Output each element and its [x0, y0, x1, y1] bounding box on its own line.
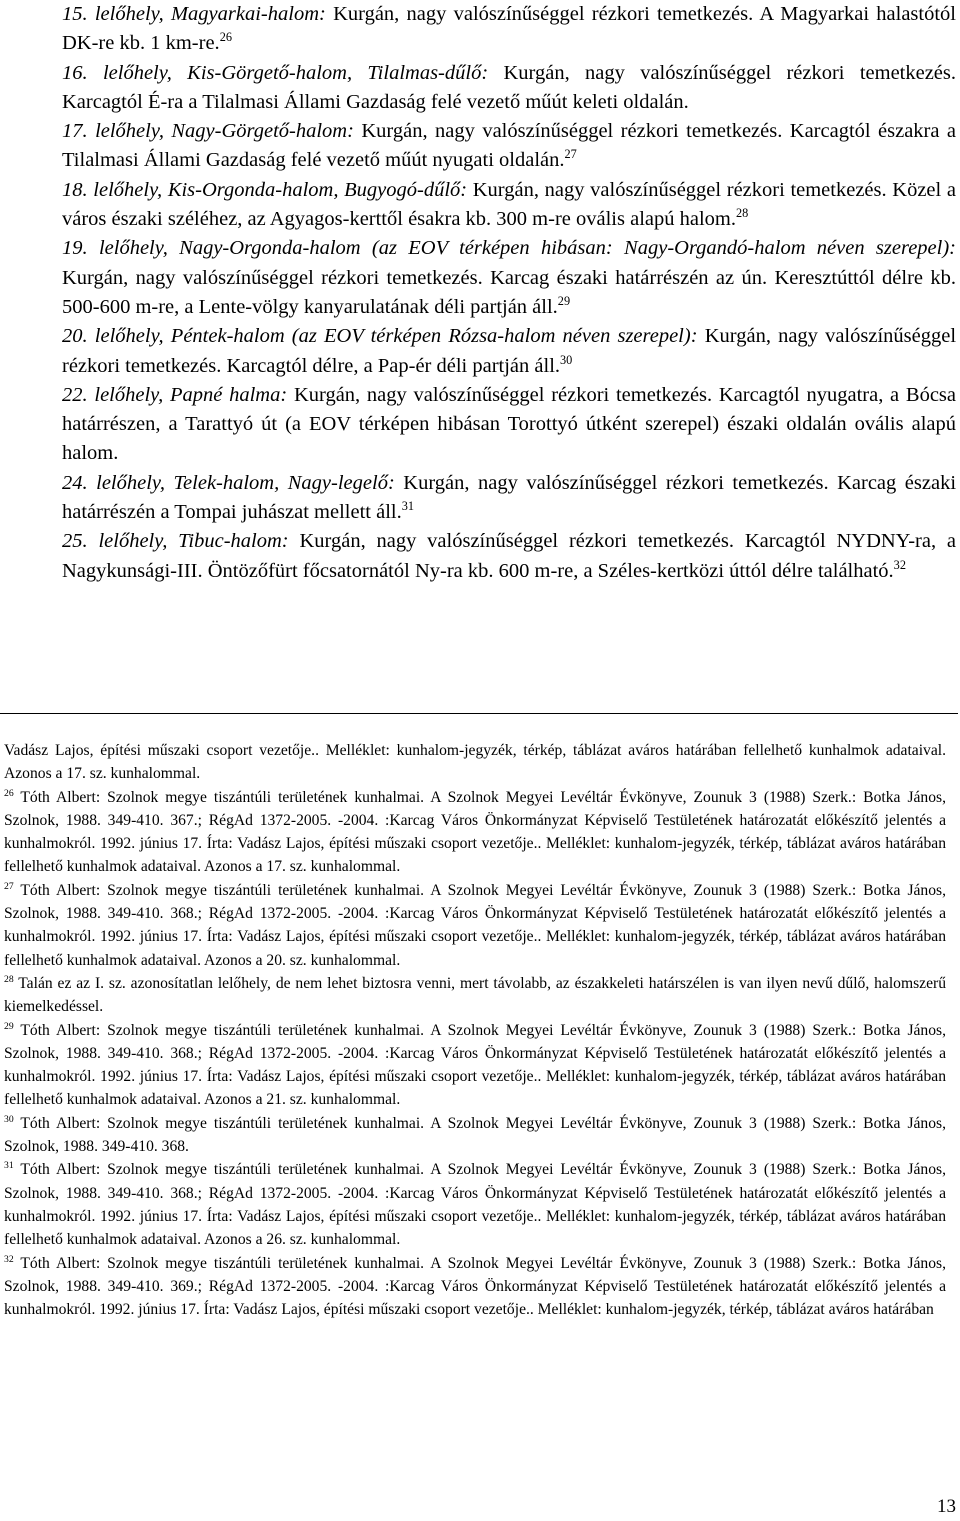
site-name: lelőhely, Nagy-Orgonda-halom (az EOV térképen hibásan: Nagy-Organdó-halom néven szerepel): [98, 237, 956, 260]
entry-text: Kurgán, nagy valószínűséggel rézkori temetkezés. A Magyarkai halastótól DK-re kb. 1 km-re. [62, 3, 956, 55]
footnote-separator [0, 713, 958, 714]
entry-number: 17. [62, 120, 88, 143]
site-entry-17 [62, 117, 956, 176]
site-name: lelőhely, Papné halma: [94, 383, 288, 406]
footnote-30 [4, 1112, 946, 1159]
footnote-number: 29 [4, 1020, 14, 1032]
footnote-27 [4, 879, 946, 972]
footnote-number: 28 [4, 973, 14, 985]
footnote-ref[interactable]: 31 [401, 499, 415, 514]
footnote-number: 30 [4, 1113, 14, 1125]
entry-text: Kurgán, nagy valószínűséggel rézkori temetkezés. Karcagtól nyugatra, a Bócsa határrészen, a Tarattyó út (a EOV térképen hibásan Torottyó útként szerepel) északi oldalán ovális alapú halom. [62, 383, 956, 465]
entry-number: 20. [62, 325, 88, 348]
footnote-29 [4, 1019, 946, 1112]
footnote-31 [4, 1158, 946, 1251]
site-entry-25 [62, 527, 956, 586]
footnote-text: Tóth Albert: Szolnok megye tiszántúli területének kunhalmai. A Szolnok Megyei Levéltár Évkönyve, Zounuk 3 (1988) Szerk.: Botka János, Szolnok, 1988. 349-410. 368.; RégAd 1372-2005. -2004. :Karcag Város Önkormányzat Képviselő Testületének határozatát előkészítő jelentés a kunhalmokról. 1992. június 17. Írta: Vadász Lajos, építési műszaki csoport vezetője.. Melléklet: kunhalom-jegyzék, térkép, táblázat aváros határában fellelhető kunhalmok adataival. Azonos a 26. sz. kunhalommal. [4, 1161, 946, 1249]
site-entry-20 [62, 322, 956, 381]
site-entry-18 [62, 176, 956, 235]
entry-text: Kurgán, nagy valószínűséggel rézkori temetkezés. Karcag északi határrészén a Tompai juhászat mellett áll. [62, 471, 957, 524]
entry-text: Kurgán, nagy valószínűséggel rézkori temetkezés. Karcag északi határrészén az ún. Keresztúttól délre kb. 500-600 m-re, a Lente-völgy kanyarulatának déli partján áll. [62, 266, 956, 318]
footnote-ref[interactable]: 30 [560, 352, 573, 367]
site-name: lelőhely, Kis-Orgonda-halom, Bugyogó-dűlő: [93, 178, 468, 201]
footnote-continued [4, 739, 946, 786]
entry-text: Kurgán, nagy valószínűséggel rézkori temetkezés. Karcagtól délre, a Pap-ér déli partján áll. [62, 325, 957, 377]
site-entry-19 [62, 234, 956, 322]
footnote-28 [4, 972, 946, 1019]
footnote-number: 31 [4, 1160, 14, 1172]
entry-text: Kurgán, nagy valószínűséggel rézkori temetkezés. Karcagtól északra a Tilalmasi Állami Gazdaság felé vezető műút nyugati oldalán. [62, 120, 957, 172]
entry-text: Kurgán, nagy valószínűséggel rézkori temetkezés. Karcagtól É-ra a Tilalmasi Állami Gazdaság felé vezető műút keleti oldalán. [62, 61, 957, 113]
site-name: lelőhely, Magyarkai-halom: [94, 3, 326, 25]
entry-number: 19. [62, 237, 88, 260]
entry-text: Kurgán, nagy valószínűséggel rézkori temetkezés. Közel a város északi széléhez, az Agyagos-kerttől ésakra kb. 300 m-re ovális alapú halom. [62, 178, 956, 231]
entry-number: 15. [62, 3, 88, 25]
footnote-text: Vadász Lajos, építési műszaki csoport vezetője.. Melléklet: kunhalom-jegyzék, térkép, táblázat aváros határában fellelhető kunhalmok adataival. Azonos a 17. sz. kunhalommal. [4, 742, 946, 783]
footnotes [4, 739, 946, 1321]
entry-number: 25. [62, 530, 88, 553]
site-name: lelőhely, Kis-Görgető-halom, Tilalmas-dűlő: [102, 61, 489, 84]
footnote-number: 27 [4, 880, 14, 892]
footnote-ref[interactable]: 29 [557, 294, 571, 309]
footnote-26 [4, 786, 946, 879]
entry-text: Kurgán, nagy valószínűséggel rézkori temetkezés. Karcagtól NYDNY-ra, a Nagykunsági-III. Öntözőfürt főcsatornától Ny-ra kb. 600 m-re, a Széles-kertközi úttól délre található. [62, 530, 957, 582]
entry-number: 18. [62, 178, 88, 201]
footnote-text: Tóth Albert: Szolnok megye tiszántúli területének kunhalmai. A Szolnok Megyei Levéltár Évkönyve, Zounuk 3 (1988) Szerk.: Botka János, Szolnok, 1988. 349-410. 368.; RégAd 1372-2005. -2004. :Karcag Város Önkormányzat Képviselő Testületének határozatát előkészítő jelentés a kunhalmokról. 1992. június 17. Írta: Vadász Lajos, építési műszaki csoport vezetője.. Melléklet: kunhalom-jegyzék, térkép, táblázat aváros határában fellelhető kunhalmok adataival. Azonos a 20. sz. kunhalommal. [4, 881, 946, 969]
footnote-text: Tóth Albert: Szolnok megye tiszántúli területének kunhalmai. A Szolnok Megyei Levéltár Évkönyve, Zounuk 3 (1988) Szerk.: Botka János, Szolnok, 1988. 349-410. 368. [4, 1114, 946, 1156]
site-entry-24 [62, 469, 956, 528]
footnote-ref[interactable]: 27 [564, 147, 577, 162]
site-name: lelőhely, Nagy-Görgető-halom: [95, 120, 354, 143]
entry-number: 22. [62, 383, 88, 406]
footnote-32 [4, 1252, 946, 1322]
footnote-number: 32 [4, 1253, 14, 1265]
site-name: lelőhely, Telek-halom, Nagy-legelő: [96, 471, 395, 494]
site-entry-22 [62, 381, 956, 469]
main-body [62, 0, 956, 586]
footnote-ref[interactable]: 28 [735, 206, 749, 221]
site-entry-15 [62, 0, 956, 59]
footnote-number: 26 [4, 787, 14, 799]
footnote-text: Tóth Albert: Szolnok megye tiszántúli területének kunhalmai. A Szolnok Megyei Levéltár Évkönyve, Zounuk 3 (1988) Szerk.: Botka János, Szolnok, 1988. 349-410. 369.; RégAd 1372-2005. -2004. :Karcag Város Önkormányzat Képviselő Testületének határozatát előkészítő jelentés a kunhalmokról. 1992. június 17. Írta: Vadász Lajos, építési műszaki csoport vezetője.. Melléklet: kunhalom-jegyzék, térkép, táblázat aváros határában [4, 1254, 946, 1319]
footnote-text: Talán ez az I. sz. azonosítatlan lelőhely, de nem lehet biztosra venni, mert távolabb, az északkeleti határszélen is van ilyen nevű dűlő, halomszerű kiemelkedéssel. [4, 974, 946, 1016]
footnote-ref[interactable]: 26 [219, 30, 232, 45]
entry-number: 16. [62, 61, 88, 84]
site-name: lelőhely, Tibuc-halom: [98, 530, 289, 553]
footnote-ref[interactable]: 32 [893, 557, 906, 572]
footnote-text: Tóth Albert: Szolnok megye tiszántúli területének kunhalmai. A Szolnok Megyei Levéltár Évkönyve, Zounuk 3 (1988) Szerk.: Botka János, Szolnok, 1988. 349-410. 367.; RégAd 1372-2005. -2004. :Karcag Város Önkormányzat Képviselő Testületének határozatát előkészítő jelentés a kunhalmokról. 1992. június 17. Írta: Vadász Lajos, építési műszaki csoport vezetője.. Melléklet: kunhalom-jegyzék, térkép, táblázat aváros határában fellelhető kunhalmok adataival. Azonos a 17. sz. kunhalommal. [4, 788, 946, 876]
entry-number: 24. [62, 471, 88, 494]
site-entry-16 [62, 59, 956, 118]
footnote-text: Tóth Albert: Szolnok megye tiszántúli területének kunhalmai. A Szolnok Megyei Levéltár Évkönyve, Zounuk 3 (1988) Szerk.: Botka János, Szolnok, 1988. 349-410. 368.; RégAd 1372-2005. -2004. :Karcag Város Önkormányzat Képviselő Testületének határozatát előkészítő jelentés a kunhalmokról. 1992. június 17. Írta: Vadász Lajos, építési műszaki csoport vezetője.. Melléklet: kunhalom-jegyzék, térkép, táblázat aváros határában fellelhető kunhalmok adataival. Azonos a 21. sz. kunhalommal. [4, 1021, 946, 1109]
page-number: 13 [937, 1496, 956, 1517]
site-name: lelőhely, Péntek-halom (az EOV térképen Rózsa-halom néven szerepel): [94, 325, 698, 348]
